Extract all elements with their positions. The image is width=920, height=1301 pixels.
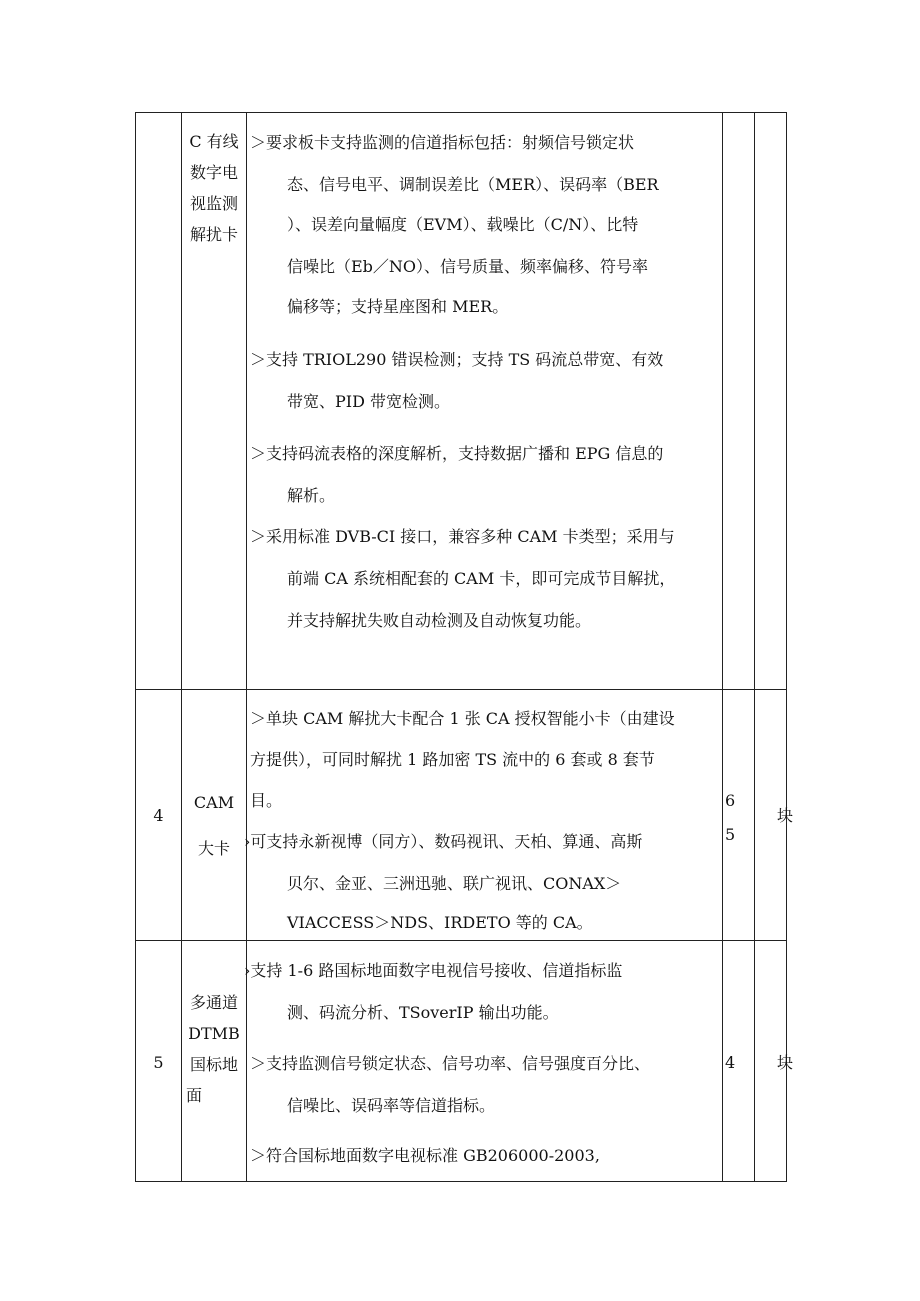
item-index: 5 — [153, 1053, 164, 1072]
item-quantity-line: 6 — [725, 791, 736, 810]
table-border-bottom — [135, 1181, 787, 1182]
item-quantity: 4 — [725, 1053, 736, 1072]
item-name — [182, 126, 246, 250]
item-name-line: C 有线 — [189, 132, 239, 151]
item-unit: 块 — [776, 1053, 793, 1072]
item-name-line: 解扰卡 — [189, 225, 238, 244]
spec-line: 偏移等；支持星座图和 MER。 — [287, 297, 509, 316]
spec-line: ›支持 1-6 路国标地面数字电视信号接收、信道指标监 — [244, 961, 623, 980]
item-name-line: 多通道 — [189, 993, 238, 1012]
spec-line: 方提供），可同时解扰 1 路加密 TS 流中的 6 套或 8 套节 — [250, 750, 655, 769]
spec-line: ＞采用标准 DVB-CI 接口，兼容多种 CAM 卡类型；采用与 — [250, 527, 675, 546]
item-quantity — [725, 784, 753, 852]
item-name-line: 大卡 — [197, 839, 230, 858]
row-divider — [135, 940, 787, 941]
item-name-line: 国标地 — [189, 1055, 238, 1074]
item-index: 4 — [153, 806, 164, 825]
spec-line: VIACCESS＞NDS、IRDETO 等的 CA。 — [287, 913, 593, 932]
table-border-left — [135, 112, 136, 1182]
spec-line: ）、误差向量幅度（EVM）、载噪比（C/N）、比特 — [287, 215, 639, 234]
spec-line: 目。 — [250, 791, 283, 810]
item-name-line: 面 — [186, 1086, 203, 1105]
item-name — [182, 780, 246, 872]
table-border-right — [786, 112, 787, 1182]
item-unit: 块 — [776, 806, 793, 825]
spec-line: 并支持解扰失败自动检测及自动恢复功能。 — [287, 611, 592, 630]
item-name — [182, 987, 246, 1111]
spec-line: 解析。 — [287, 486, 336, 505]
spec-line: ＞支持码流表格的深度解析，支持数据广播和 EPG 信息的 — [250, 444, 664, 463]
spec-line: ＞支持 TRIOL290 错误检测；支持 TS 码流总带宽、有效 — [250, 350, 664, 369]
column-divider — [246, 112, 247, 1182]
item-name-line: 视监测 — [189, 194, 238, 213]
row-divider — [135, 689, 787, 690]
spec-line: 带宽、PID 带宽检测。 — [287, 392, 451, 411]
spec-line: 态、信号电平、调制误差比（MER）、误码率（BER — [287, 175, 659, 194]
item-quantity-line: 5 — [725, 825, 736, 844]
table-border-top — [135, 112, 787, 113]
item-name-line: 数字电 — [189, 163, 238, 182]
spec-line: ›可支持永新视博（同方）、数码视讯、天柏、算通、高斯 — [244, 832, 643, 851]
spec-line: ＞符合国标地面数字电视标准 GB206000-2003, — [250, 1146, 600, 1165]
spec-line: 贝尔、金亚、三洲迅驰、联广视讯、CONAX＞ — [287, 874, 622, 893]
spec-line: 测、码流分析、TSoverIP 输出功能。 — [287, 1003, 559, 1022]
spec-line: 信噪比（Eb／NO）、信号质量、频率偏移、符号率 — [287, 257, 649, 276]
spec-line: ＞要求板卡支持监测的信道指标包括：射频信号锁定状 — [250, 133, 635, 152]
column-divider — [754, 112, 755, 1182]
column-divider — [722, 112, 723, 1182]
spec-line: ＞支持监测信号锁定状态、信号功率、信号强度百分比、 — [250, 1054, 651, 1073]
item-name-line: DTMB — [188, 1024, 240, 1043]
spec-line: ＞单块 CAM 解扰大卡配合 1 张 CA 授权智能小卡（由建设 — [250, 709, 675, 728]
spec-line: 前端 CA 系统相配套的 CAM 卡，即可完成节目解扰， — [287, 569, 676, 588]
item-name-line: CAM — [193, 793, 235, 812]
spec-line: 信噪比、误码率等信道指标。 — [287, 1096, 496, 1115]
